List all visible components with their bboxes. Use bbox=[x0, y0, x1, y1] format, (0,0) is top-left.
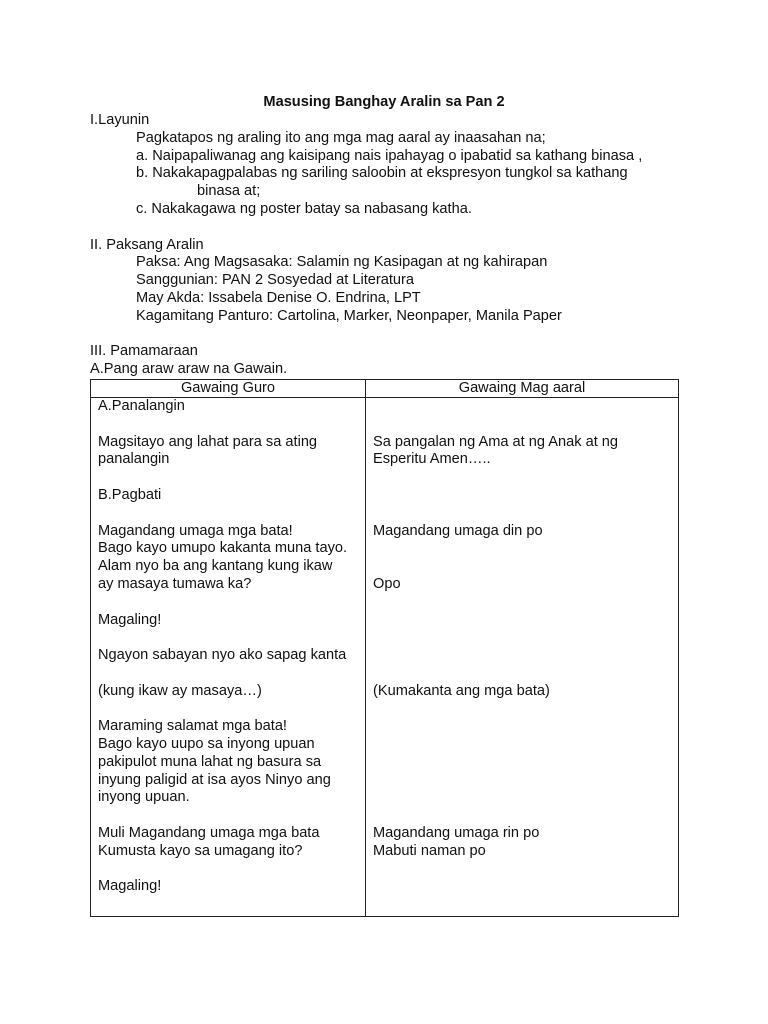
student-text-line bbox=[373, 701, 672, 719]
student-text-line bbox=[373, 789, 672, 807]
student-text-line bbox=[373, 469, 672, 487]
teacher-text-line: A.Panalangin bbox=[98, 397, 185, 414]
teacher-text-line bbox=[98, 594, 359, 612]
student-text-line bbox=[373, 558, 672, 576]
teacher-text-line: Maraming salamat mga bata! bbox=[98, 718, 287, 735]
student-text-line bbox=[373, 647, 672, 665]
layunin-item-b-cont: binasa at; bbox=[197, 183, 261, 200]
student-text-line bbox=[373, 594, 672, 612]
header-gawaing-mag-aaral: Gawaing Mag aaral bbox=[366, 379, 679, 397]
teacher-text-line: Magaling! bbox=[98, 878, 162, 895]
student-text-line bbox=[373, 487, 672, 505]
student-text-line bbox=[373, 807, 672, 825]
section-heading-paksang-aralin: II. Paksang Aralin bbox=[90, 236, 204, 253]
teacher-text-line bbox=[98, 416, 359, 434]
student-text-line: Sa pangalan ng Ama at ng Anak at ng bbox=[373, 433, 619, 450]
teacher-text-line: pakipulot muna lahat ng basura sa bbox=[98, 753, 322, 770]
teacher-text-line: ay masaya tumawa ka? bbox=[98, 575, 252, 592]
student-text-line: (Kumakanta ang mga bata) bbox=[373, 682, 550, 699]
sanggunian-line: Sanggunian: PAN 2 Sosyedad at Literatura bbox=[136, 272, 415, 289]
teacher-text-line bbox=[98, 807, 359, 825]
teacher-text-line: Muli Magandang umaga mga bata bbox=[98, 825, 320, 842]
teacher-text-line: panalangin bbox=[98, 451, 170, 468]
paksa-line: Paksa: Ang Magsasaka: Salamin ng Kasipagan at ng kahirapan bbox=[136, 254, 548, 271]
table-header-row bbox=[91, 379, 679, 397]
teacher-text-line bbox=[98, 629, 359, 647]
teacher-text-line bbox=[98, 861, 359, 879]
teacher-text-line: Kumusta kayo sa umagang ito? bbox=[98, 842, 303, 859]
document-title: Masusing Banghay Aralin sa Pan 2 bbox=[263, 94, 505, 110]
teacher-text-line: (kung ikaw ay masaya…) bbox=[98, 682, 262, 699]
teacher-text-line: inyung paligid at isa ayos Ninyo ang bbox=[98, 771, 331, 788]
teacher-text-line: Alam nyo ba ang kantang kung ikaw bbox=[98, 558, 333, 575]
teacher-text-line: Magandang umaga mga bata! bbox=[98, 522, 293, 539]
kagamitang-line: Kagamitang Panturo: Cartolina, Marker, Neonpaper, Manila Paper bbox=[136, 307, 562, 324]
table-row bbox=[91, 397, 679, 916]
teacher-text-line bbox=[98, 505, 359, 523]
teacher-text-line: inyong upuan. bbox=[98, 789, 190, 806]
teacher-text-line: Bago kayo uupo sa inyong upuan bbox=[98, 736, 315, 753]
student-text-line bbox=[373, 416, 672, 434]
student-text-line: Magandang umaga rin po bbox=[373, 825, 540, 842]
student-text-line bbox=[373, 398, 672, 416]
student-text-line: Magandang umaga din po bbox=[373, 522, 543, 539]
subheading-pang-araw-araw: A.Pang araw araw na Gawain. bbox=[90, 361, 288, 378]
student-column-cell bbox=[366, 397, 679, 916]
header-gawaing-guro: Gawaing Guro bbox=[91, 379, 366, 397]
spacer bbox=[90, 219, 678, 237]
teacher-text-line: Magaling! bbox=[98, 611, 162, 628]
student-text-line bbox=[373, 754, 672, 772]
teacher-text-line bbox=[98, 701, 359, 719]
document-page bbox=[90, 94, 678, 917]
student-text-line: Opo bbox=[373, 575, 401, 592]
student-text-line bbox=[373, 540, 672, 558]
student-text-line bbox=[373, 629, 672, 647]
may-akda-line: May Akda: Issabela Denise O. Endrina, LPT bbox=[136, 289, 421, 306]
student-text-line bbox=[373, 878, 672, 896]
student-text-line bbox=[373, 861, 672, 879]
layunin-intro: Pagkatapos ng araling ito ang mga mag aaral ay inaasahan na; bbox=[136, 129, 546, 146]
teacher-text-line bbox=[98, 665, 359, 683]
activities-table bbox=[90, 379, 679, 917]
layunin-item-c: c. Nakakagawa ng poster batay sa nabasang katha. bbox=[136, 200, 472, 217]
spacer bbox=[90, 326, 678, 344]
section-heading-layunin: I.Layunin bbox=[90, 112, 150, 128]
student-text-line bbox=[373, 612, 672, 630]
layunin-item-a: a. Naipapaliwanag ang kaisipang nais ipahayag o ipabatid sa kathang binasa , bbox=[136, 147, 643, 164]
student-text-line bbox=[373, 772, 672, 790]
section-heading-pamamaraan: III. Pamamaraan bbox=[90, 343, 198, 360]
student-text-line: Mabuti naman po bbox=[373, 842, 486, 859]
teacher-text-line bbox=[98, 469, 359, 487]
student-text-line bbox=[373, 505, 672, 523]
teacher-text-line: Ngayon sabayan nyo ako sapag kanta bbox=[98, 647, 347, 664]
teacher-text-line: Magsitayo ang lahat para sa ating bbox=[98, 433, 318, 450]
layunin-item-b: b. Nakakapagpalabas ng sariling saloobin at ekspresyon tungkol sa kathang bbox=[136, 165, 628, 182]
teacher-text-line: B.Pagbati bbox=[98, 486, 162, 503]
teacher-column-cell bbox=[91, 397, 366, 916]
teacher-text-line: Bago kayo umupo kakanta muna tayo. bbox=[98, 540, 348, 557]
student-text-line bbox=[373, 736, 672, 754]
student-text-line: Esperitu Amen….. bbox=[373, 451, 491, 468]
student-text-line bbox=[373, 665, 672, 683]
student-text-line bbox=[373, 718, 672, 736]
